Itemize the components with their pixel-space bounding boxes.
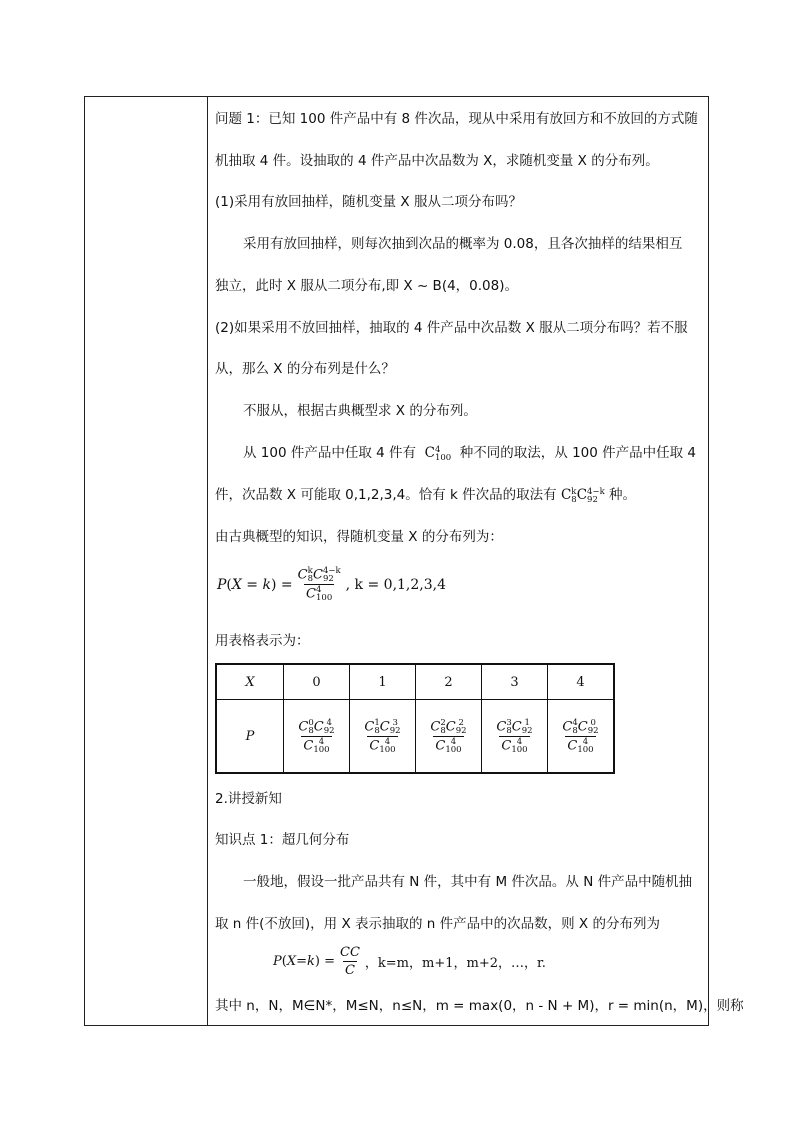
probability-cell: C 0 8 C 4 92 C 4 100 <box>284 700 350 774</box>
outcome-count-post: 种。 <box>609 487 637 503</box>
part-2-answer: 不服从，根据古典概型求 X 的分布列。 <box>243 403 477 419</box>
outcome-count-pre: 件，次品数 X 可能取 0,1,2,3,4。恰有 k 件次品的取法有 <box>215 487 557 503</box>
table-header-row <box>216 664 614 700</box>
header-cell-x: X <box>216 664 284 700</box>
outcome-count-line <box>215 486 636 504</box>
header-cell: 4 <box>548 664 615 700</box>
column-divider <box>207 97 208 1025</box>
header-cell: 0 <box>284 664 350 700</box>
probability-cell: C 1 8 C 3 92 C 4 100 <box>350 700 416 774</box>
question-1-line-1: 问题 1：已知 100 件产品中有 8 件次品，现从中采用有放回方和不放回的方式随 <box>215 111 698 127</box>
section-2-heading: 2.讲授新知 <box>215 791 282 807</box>
distribution-formula: P ( X = k ) = C k 8 C 4−k 92 C 4 100 , k = 0,1,2,3,4 <box>217 566 447 603</box>
table-probability-row <box>216 700 614 774</box>
header-cell: 3 <box>482 664 548 700</box>
hypergeometric-intro-line-1: 一般地，假设一批产品共有 N 件，其中有 M 件次品。从 N 件产品中随机抽 <box>243 874 693 890</box>
hypergeometric-fraction: $\frac{CC}{C}$ <box>340 945 360 978</box>
knowledge-point-1: 知识点 1：超几何分布 <box>215 832 350 848</box>
c-100-4-symbol: C 4 100 <box>420 444 452 463</box>
part-1-question: (1)采用有放回抽样，随机变量 X 服从二项分布吗？ <box>215 194 522 210</box>
header-cell: 1 <box>350 664 416 700</box>
distribution-fraction: C k 8 C 4−k 92 C 4 100 <box>297 566 341 603</box>
hypergeometric-intro-line-2: 取 n 件(不放回)，用 X 表示抽取的 n 件产品中的次品数，则 X 的分布列为 <box>215 916 660 932</box>
combination-count-pre: 从 100 件产品中任取 4 件有 <box>243 445 417 461</box>
hypergeometric-conditions: 其中 n，N，M∈N*，M≤N，n≤N，m = max(0，n - N + M)，r = min(n，M)，则称 <box>215 998 744 1014</box>
part-2-question-line-2: 从，那么 X 的分布列是什么？ <box>215 361 395 377</box>
table-intro: 用表格表示为： <box>215 633 310 649</box>
question-1-line-2: 机抽取 4 件。设抽取的 4 件产品中次品数为 X，求随机变量 X 的分布列。 <box>215 153 659 169</box>
document-frame <box>84 96 744 1026</box>
part-1-answer-line-1: 采用有放回抽样，则每次抽到次品的概率为 0.08，且各次抽样的结果相互 <box>243 236 683 252</box>
row-label-p: P <box>216 700 284 774</box>
classical-model-line: 由古典概型的知识，得随机变量 X 的分布列为： <box>215 529 503 545</box>
probability-cell: C 3 8 C 1 92 C 4 100 <box>482 700 548 774</box>
part-2-question-line-1: (2)如果采用不放回抽样，抽取的 4 件产品中次品数 X 服从二项分布吗？若不服 <box>215 320 688 336</box>
hypergeometric-formula: P ( X = k ) = $\frac{CC}{C}$ ，k=m，m+1，m+2，…，r. <box>273 945 546 978</box>
header-cell: 2 <box>416 664 482 700</box>
hypergeometric-range: ，k=m，m+1，m+2，…，r. <box>364 956 546 971</box>
distribution-table <box>215 663 615 774</box>
probability-cell: C 2 8 C 2 92 C 4 100 <box>416 700 482 774</box>
part-1-answer-line-2: 独立，此时 X 服从二项分布,即 X ~ B(4，0.08)。 <box>215 278 518 294</box>
c8k-c92-symbol: C k 8 C 4−k 92 <box>560 486 605 505</box>
probability-cell: C 4 8 C 0 92 C 4 100 <box>548 700 615 774</box>
combination-count-line <box>243 444 696 462</box>
formula-range: , k = 0,1,2,3,4 <box>345 576 447 593</box>
combination-count-post: 种不同的取法，从 100 件产品中任取 4 <box>459 445 697 461</box>
